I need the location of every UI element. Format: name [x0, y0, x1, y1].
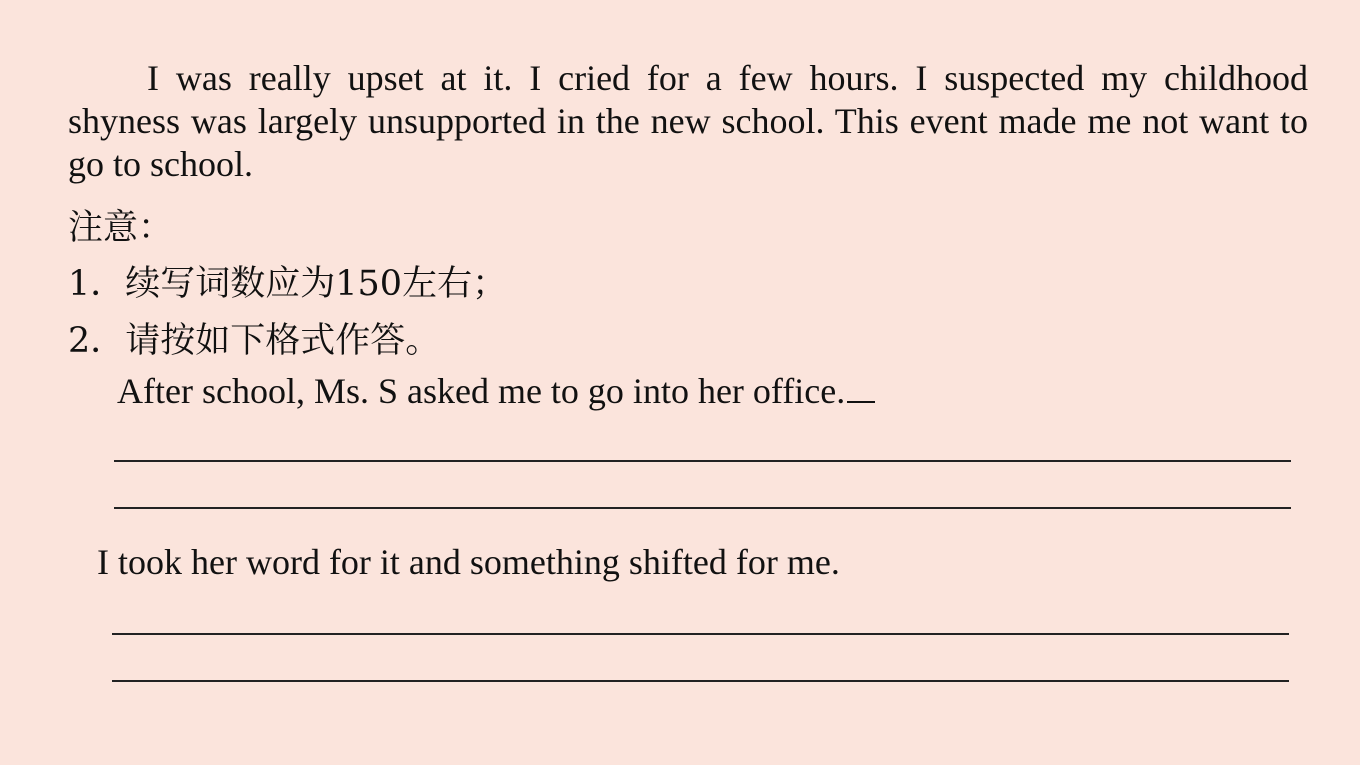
answer-line-3[interactable] — [112, 633, 1289, 635]
answer-line-1[interactable] — [114, 460, 1291, 462]
notes-title: 注意： — [68, 208, 174, 248]
inline-answer-blank[interactable] — [847, 373, 875, 403]
answer-line-2[interactable] — [114, 507, 1291, 509]
note-rule-word-count: 1．续写词数应为150左右； — [68, 264, 508, 304]
paragraph-2-opening: I took her word for it and something shifted for me. — [97, 542, 840, 582]
paragraph-1-opening-text: After school, Ms. S asked me to go into her office. — [117, 371, 846, 411]
note-rule-format: 2．请按如下格式作答。 — [68, 321, 441, 361]
story-passage: I was really upset at it. I cried for a few hours. I suspected my childhood shyness was largely unsupported in the new school. This event made me not want to go to school. — [68, 58, 1308, 184]
answer-line-4[interactable] — [112, 680, 1289, 682]
paragraph-1-opening — [117, 370, 875, 412]
